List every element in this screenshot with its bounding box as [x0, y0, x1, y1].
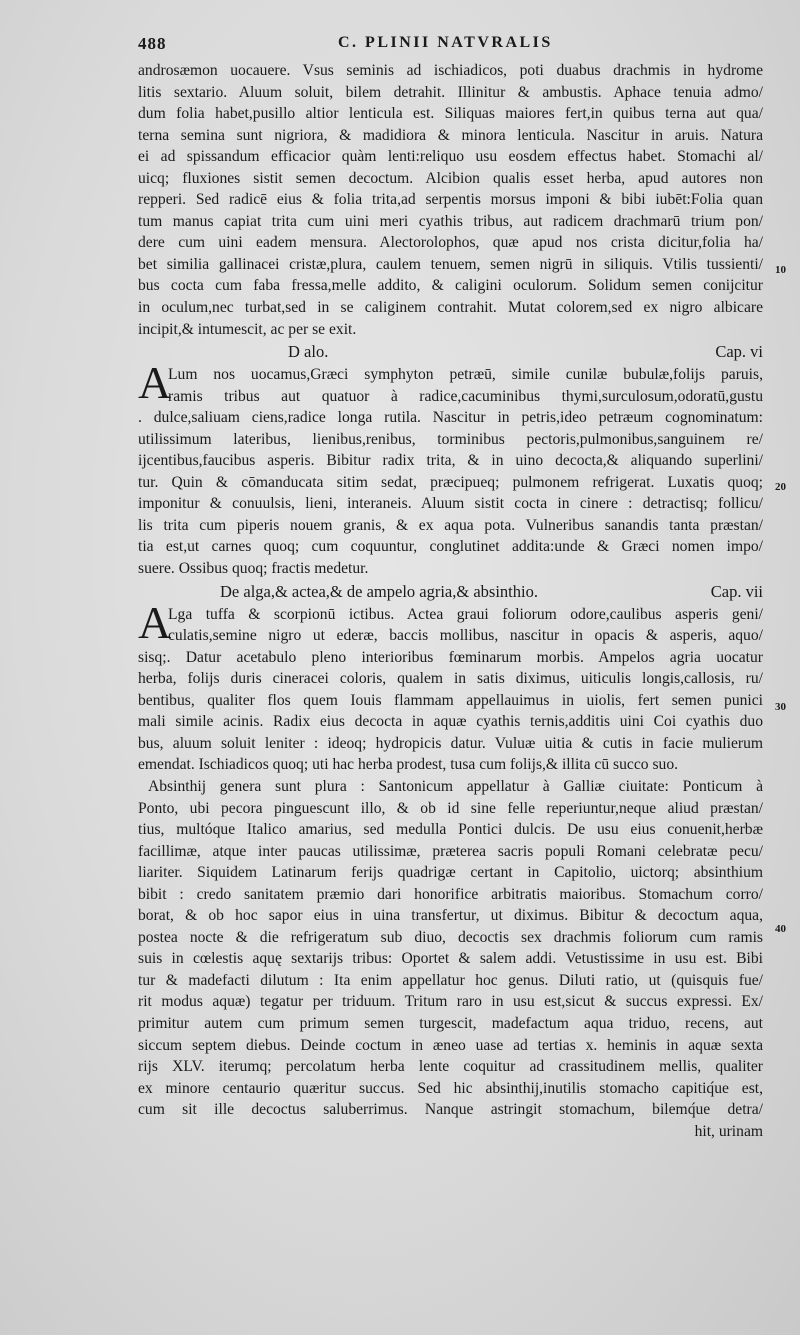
- text-line: mali simile acinis. Radix eius decocta in aquæ cyathis ternis,additis uini Coi cyathis duo: [138, 713, 763, 731]
- text-line: tius, multóque Italico amarius, sed medulla Pontici dulcis. De usu eius conuenit,herbæ: [138, 821, 763, 839]
- text-line: incipit,& intumescit, ac per se exit.: [138, 320, 357, 338]
- text-line: suere. Ossibus quoq; fractis medetur.: [138, 560, 369, 578]
- text-line: emendat. Ischiadicos quoq; uti hac herba prodest, tusa cum folijs,& illita cū succo suo.: [138, 756, 679, 774]
- text-line: utilissimum lateribus, lienibus,renibus, torminibus pectoris,pulmonibus,sanguinem re/: [138, 430, 763, 448]
- text-line: bibit : credo sanitatem præmio dari honorifice arbitratis maioribus. Stomachum corro/: [138, 885, 763, 903]
- text-line: culatis,semine nigro ut ederæ, baccis mollibus, nascitur in opacis & asperis, aquo/: [168, 627, 763, 645]
- chapter-number: Cap. vi: [715, 342, 763, 362]
- text-line: uicq; fluxiones sistit semen decoctum. Alcibion qualis esset herba, apud autores non: [138, 169, 763, 187]
- text-line: bet similia gallinacei cristæ,plura, caulem tenuem, semen nigrū in siliquis. Vtilis tussienti/: [138, 255, 763, 273]
- chapter-number: Cap. vii: [710, 581, 763, 601]
- text-line: terna semina sunt nigriora, & madidiora & minora lenticula. Nascitur in aruis. Natura: [138, 126, 763, 144]
- text-line: liariter. Siquidem Latinarum ferijs quadrigæ certant in Capitolio, uictorq; absinthium: [138, 864, 763, 882]
- text-line: bus, aluum soluit leniter : ideoq; hydropicis datur. Vuluæ uitia & cutis in facie mulierum: [138, 734, 763, 752]
- drop-cap: A: [138, 596, 172, 648]
- margin-line-number: 40: [775, 923, 786, 935]
- text-line: dum folia habet,pusillo altior lenticula est. Siliquas maiores fert,in quibus terna aut qua/: [138, 105, 763, 123]
- text-line: lis trita cum piperis nouem granis, & ex aqua pota. Vulneribus sanandis tanta præstan/: [138, 516, 763, 534]
- text-line: facillimæ, atque inter paucas utilissimæ, præterea sacris populi Romani celebratæ pecu/: [138, 842, 763, 860]
- text-line: primitur autem cum primum semen turgescit, madefactum aqua triduo, recens, aut: [138, 1014, 763, 1032]
- margin-line-number: 20: [775, 481, 786, 493]
- main-text: [138, 60, 763, 1142]
- text-line: ex minore centaurio quæritur succus. Sed hic absinthij,inutilis stomacho capitiq́ue est,: [138, 1079, 763, 1097]
- text-line: siccum septem diebus. Deinde coctum in æneo uase ad tertias x. heminis in aquæ sexta: [138, 1036, 763, 1054]
- text-line: Absinthij genera sunt plura : Santonicum appellatur à Galliæ ciuitate: Ponticum à: [148, 777, 763, 795]
- text-line: ei ad spissandum efficacior quàm lenti:reliquo usu eosdem effectus habet. Stomachi al/: [138, 148, 763, 166]
- text-line: Lga tuffa & scorpionū ictibus. Actea graui foliorum odore,caulibus asperis geni/: [168, 605, 763, 623]
- text-line: suis in cœlestis aquę sextarijs tribus: Oportet & salem addi. Vetustissime in usu est. Bibi: [138, 950, 763, 968]
- page-number: 488: [138, 34, 167, 53]
- chapter-title: D alo.: [288, 342, 329, 362]
- chapter-heading: [138, 340, 763, 364]
- text-line: ijcentibus,faucibus asperis. Bibitur radix trita, & in uino decocta,& aliquando superlini/: [138, 452, 763, 470]
- running-title: C. PLINII NATVRALIS: [338, 34, 553, 51]
- page-header: [138, 34, 758, 60]
- text-line: ramis tribus aut quatuor à radice,cacuminibus thymi,surculosum,odoratū,gustu: [168, 387, 763, 405]
- chapter-title: De alga,& actea,& de ampelo agria,& absinthio.: [220, 581, 538, 601]
- chapter-heading: [138, 580, 763, 604]
- chapter-body: [138, 357, 763, 579]
- text-line: Lum nos uocamus,Græci symphyton petræū, simile cunilæ bubulæ,folijs paruis,: [168, 366, 763, 384]
- margin-line-number: 10: [775, 264, 786, 276]
- text-line: bentibus, qualiter flos quem Iouis flammam appellauimus in uiolis, fert semen punici: [138, 691, 763, 709]
- text-line: Ponto, ubi pecora pinguescunt illo, & ob id sine felle reperiuntur,neque aliud præstan/: [138, 799, 763, 817]
- chapter-body: [138, 596, 763, 1143]
- text-line: postea nocte & die refrigeratum sub diuo, decoctis sex drachmis foliorum cum ramis: [138, 928, 763, 946]
- text-line: repperi. Sed radicē eius & folia trita,ad serpentis morsus imponi & bibi iubēt:Folia quan: [138, 191, 763, 209]
- text-line: cum sit ille decoctus saluberrimus. Nanque astringit stomachum, bilemq́ue detra/: [138, 1101, 763, 1119]
- text-line: tur & madefacti dilutum : Ita enim appellatur hoc genus. Diluti ratio, ut (quisquis fue/: [138, 971, 763, 989]
- catchword: hit, urinam: [694, 1122, 763, 1140]
- text-line: dere cum uini eadem mensura. Alectorolophos, quæ apud nos crista dicitur,folia ha/: [138, 234, 763, 252]
- text-line: herba, folijs duris cineracei coloris, qualem in satis diximus, uiticulis longis,callosis, ru/: [138, 670, 763, 688]
- text-line: imponitur & conuulsis, lieni, interaneis. Aluum sistit cocta in cinere : detractisq; follicu/: [138, 495, 763, 513]
- text-line: rijs XLV. iterumq; percolatum herba lente coquitur ad crassitudinem mellis, qualiter: [138, 1058, 763, 1076]
- text-line: borat, & ob hoc sapor eius in uina transfertur, ut diximus. Bibitur & decoctum aqua,: [138, 907, 763, 925]
- text-line: bus cocta cum faba fressa,melle addito, & caligini oculorum. Solidum semen conijcitur: [138, 277, 763, 295]
- text-line: sisq;. Datur acetabulo pleno interioribus fœminarum morbis. Ampelos agria uocatur: [138, 648, 763, 666]
- text-line: . dulce,saliuam ciens,radice longa rutila. Nascitur in petris,ideo petræum cognominatum:: [138, 409, 763, 427]
- text-line: litis sextario. Aluum soluit, bilem detrahit. Illinitur & ambustis. Aphace tenuia admo/: [138, 83, 763, 101]
- text-line: androsæmon uocauere. Vsus seminis ad ischiadicos, poti duabus drachmis in hydrome: [138, 62, 763, 79]
- text-line: tur. Quin & cōmanducata sitim sedat, præcipueq; pulmonem refrigerat. Luxatis quoq;: [138, 473, 763, 491]
- text-line: rit modus aquæ) tegatur per triduum. Tritum raro in usu est,sicut & succus expressi. Ex/: [138, 993, 763, 1011]
- margin-line-number: 30: [775, 701, 786, 713]
- text-line: tia est,ut carnes quoq; cum coquuntur, conglutinet addita:unde & Græci nomen impo/: [138, 538, 763, 556]
- drop-cap: A: [138, 357, 172, 409]
- text-line: tum manus capiat trita cum uini meri cyathis tribus, aut radicem drachmarū trium pon/: [138, 212, 763, 230]
- text-line: in oculum,nec turbat,sed in se caliginem contrahit. Mutat colorem,sed ex nigro albicare: [138, 299, 763, 317]
